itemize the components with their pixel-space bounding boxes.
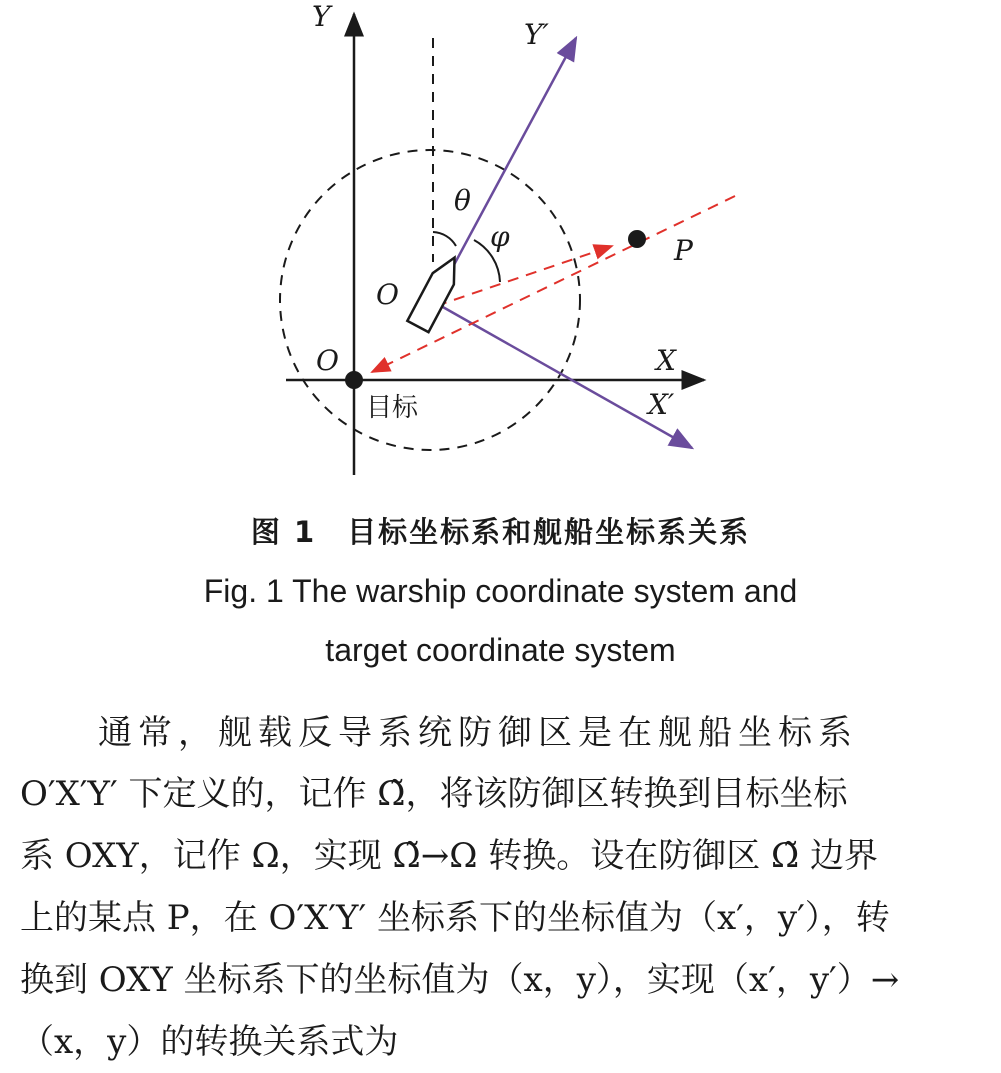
ship-origin-label: O xyxy=(376,278,399,311)
body-text-line: 换到 OXY 坐标系下的坐标值为（x，y），实现（x′，y′）→ xyxy=(20,960,900,1000)
y-axis-label: Y xyxy=(312,0,331,33)
body-text-line: 上的某点 P，在 O′X′Y′ 坐标系下的坐标值为（x′，y′），转 xyxy=(20,898,890,938)
theta-label: θ xyxy=(454,184,471,217)
point-p-dot xyxy=(628,230,646,248)
target-origin-label: O xyxy=(316,344,339,377)
figure-caption-en-line2: target coordinate system xyxy=(325,632,676,668)
phi-label: φ xyxy=(490,220,510,253)
figure-caption-en-line1: Fig. 1 The warship coordinate system and xyxy=(203,573,798,609)
body-text-line: O′X′Y′ 下定义的，记作 Ω̃，将该防御区转换到目标坐标 xyxy=(20,774,848,814)
body-text-line: （x，y）的转换关系式为 xyxy=(20,1022,399,1062)
target-origin-dot xyxy=(345,371,363,389)
ship-to-target-line xyxy=(436,246,612,306)
x-prime-axis-label: X′ xyxy=(648,388,675,421)
x-axis-label: X xyxy=(656,344,676,377)
body-text-line: 系 OXY，记作 Ω，实现 Ω̃→Ω 转换。设在防御区 Ω̃ 边界 xyxy=(20,836,879,876)
coordinate-diagram xyxy=(0,0,1001,490)
body-text-line: 通常，舰载反导系统防御区是在舰船坐标系 xyxy=(98,713,858,753)
y-prime-axis-label: Y′ xyxy=(524,18,549,51)
target-label: 目标 xyxy=(366,393,419,423)
figure-caption-cn: 图 1 目标坐标系和舰船坐标系关系 xyxy=(250,515,751,549)
point-p-label: P xyxy=(674,234,693,267)
theta-arc xyxy=(433,232,456,246)
warship-icon xyxy=(407,252,465,332)
